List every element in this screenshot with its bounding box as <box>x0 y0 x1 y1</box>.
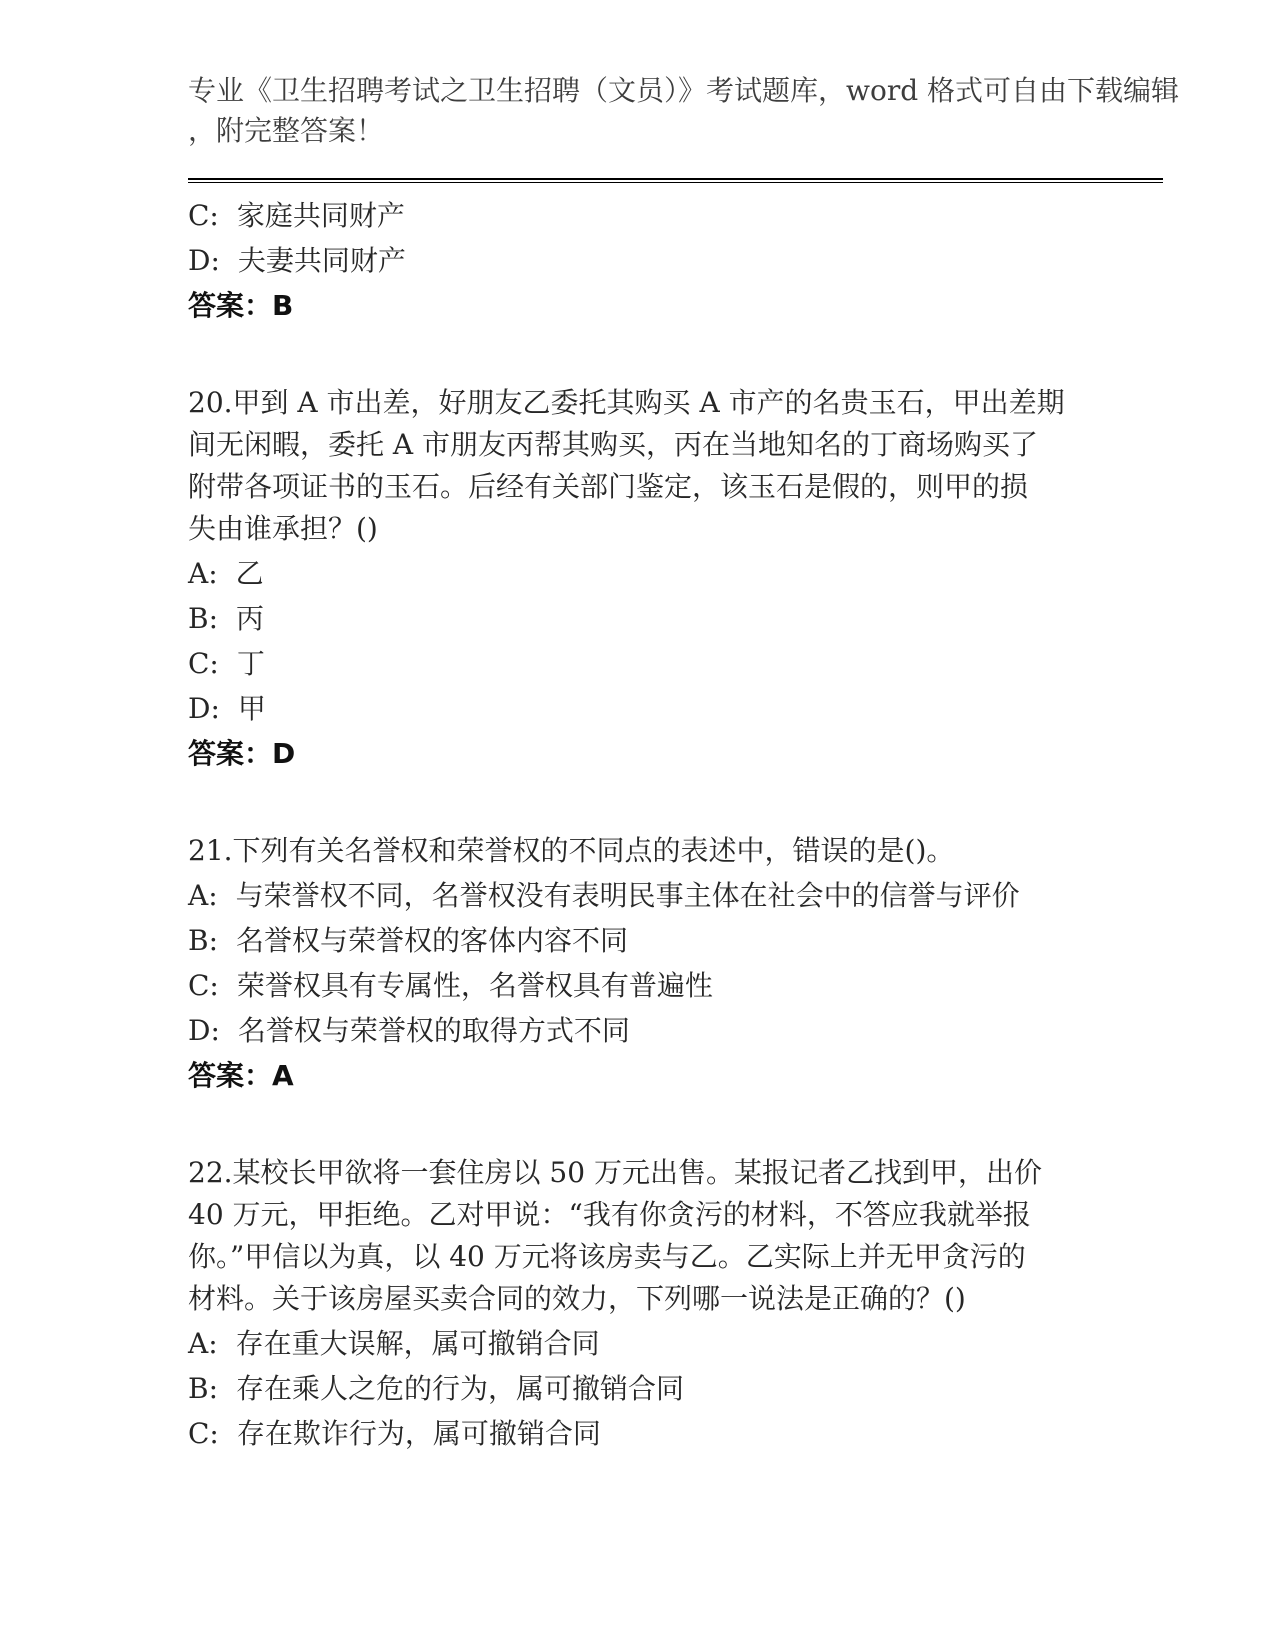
question-line: 40 万元，甲拒绝。乙对甲说：“我有你贪污的材料，不答应我就举报 <box>188 1198 1031 1231</box>
option-row <box>188 553 1275 595</box>
option-text: 夫妻共同财产 <box>237 244 406 277</box>
question-line: 20.甲到 A 市出差，好朋友乙委托其购买 A 市产的名贵玉石，甲出差期 <box>188 386 1065 419</box>
option-label: B: <box>188 1372 219 1405</box>
option-row <box>188 920 1275 962</box>
question-line: 失由谁承担？() <box>188 512 378 545</box>
question-line: 22.某校长甲欲将一套住房以 50 万元出售。某报记者乙找到甲，出价 <box>188 1156 1042 1189</box>
option-text: 存在重大误解，属可撤销合同 <box>235 1327 600 1360</box>
option-label: C: <box>188 647 219 680</box>
option-row <box>188 1413 1275 1455</box>
question-line: 你。”甲信以为真，以 40 万元将该房卖与乙。乙实际上并无甲贪污的 <box>188 1240 1026 1273</box>
option-text: 存在乘人之危的行为，属可撤销合同 <box>236 1372 685 1405</box>
option-row <box>188 1010 1275 1052</box>
question-21-paragraph <box>188 830 1275 872</box>
page-header <box>0 0 1275 151</box>
answer-line: 答案：B <box>188 289 294 322</box>
option-row <box>188 195 1275 237</box>
option-text: 名誉权与荣誉权的客体内容不同 <box>236 924 629 957</box>
option-label: B: <box>188 924 219 957</box>
question-line: 21.下列有关名誉权和荣誉权的不同点的表述中，错误的是()。 <box>188 834 955 867</box>
option-label: C: <box>188 1417 219 1450</box>
option-label: A: <box>188 879 218 912</box>
option-label: C: <box>188 969 219 1002</box>
option-label: A: <box>188 1327 218 1360</box>
option-text: 家庭共同财产 <box>236 199 405 232</box>
option-label: B: <box>188 602 219 635</box>
question-line: 间无闲暇，委托 A 市朋友丙帮其购买，丙在当地知名的丁商场购买了 <box>188 428 1039 461</box>
option-text: 丁 <box>236 647 265 680</box>
question-22-paragraph <box>188 1152 1275 1320</box>
question-20-paragraph <box>188 382 1275 550</box>
option-text: 名誉权与荣誉权的取得方式不同 <box>237 1014 630 1047</box>
header-line-2: ，附完整答案！ <box>188 114 385 147</box>
option-text: 乙 <box>235 557 264 590</box>
option-row <box>188 1368 1275 1410</box>
option-row <box>188 875 1275 917</box>
option-row <box>188 240 1275 282</box>
option-text: 甲 <box>237 692 266 725</box>
option-row <box>188 598 1275 640</box>
header-line-1: 专业《卫生招聘考试之卫生招聘（文员）》考试题库，word 格式可自由下载编辑 <box>188 74 1180 107</box>
option-row <box>188 688 1275 730</box>
option-label: D: <box>188 692 220 725</box>
option-row <box>188 643 1275 685</box>
answer-line: 答案：D <box>188 737 296 770</box>
option-text: 丙 <box>236 602 265 635</box>
option-text: 与荣誉权不同，名誉权没有表明民事主体在社会中的信誉与评价 <box>235 879 1020 912</box>
question-line: 附带各项证书的玉石。后经有关部门鉴定，该玉石是假的，则甲的损 <box>188 470 1029 503</box>
question-line: 材料。关于该房屋买卖合同的效力，下列哪一说法是正确的？() <box>188 1282 966 1315</box>
answer-line: 答案：A <box>188 1059 294 1092</box>
option-label: A: <box>188 557 218 590</box>
option-label: D: <box>188 1014 220 1047</box>
option-label: D: <box>188 244 220 277</box>
option-text: 荣誉权具有专属性，名誉权具有普遍性 <box>236 969 713 1002</box>
document-body <box>0 183 1275 1455</box>
option-label: C: <box>188 199 219 232</box>
option-row <box>188 1323 1275 1365</box>
option-text: 存在欺诈行为，属可撤销合同 <box>236 1417 601 1450</box>
option-row <box>188 965 1275 1007</box>
